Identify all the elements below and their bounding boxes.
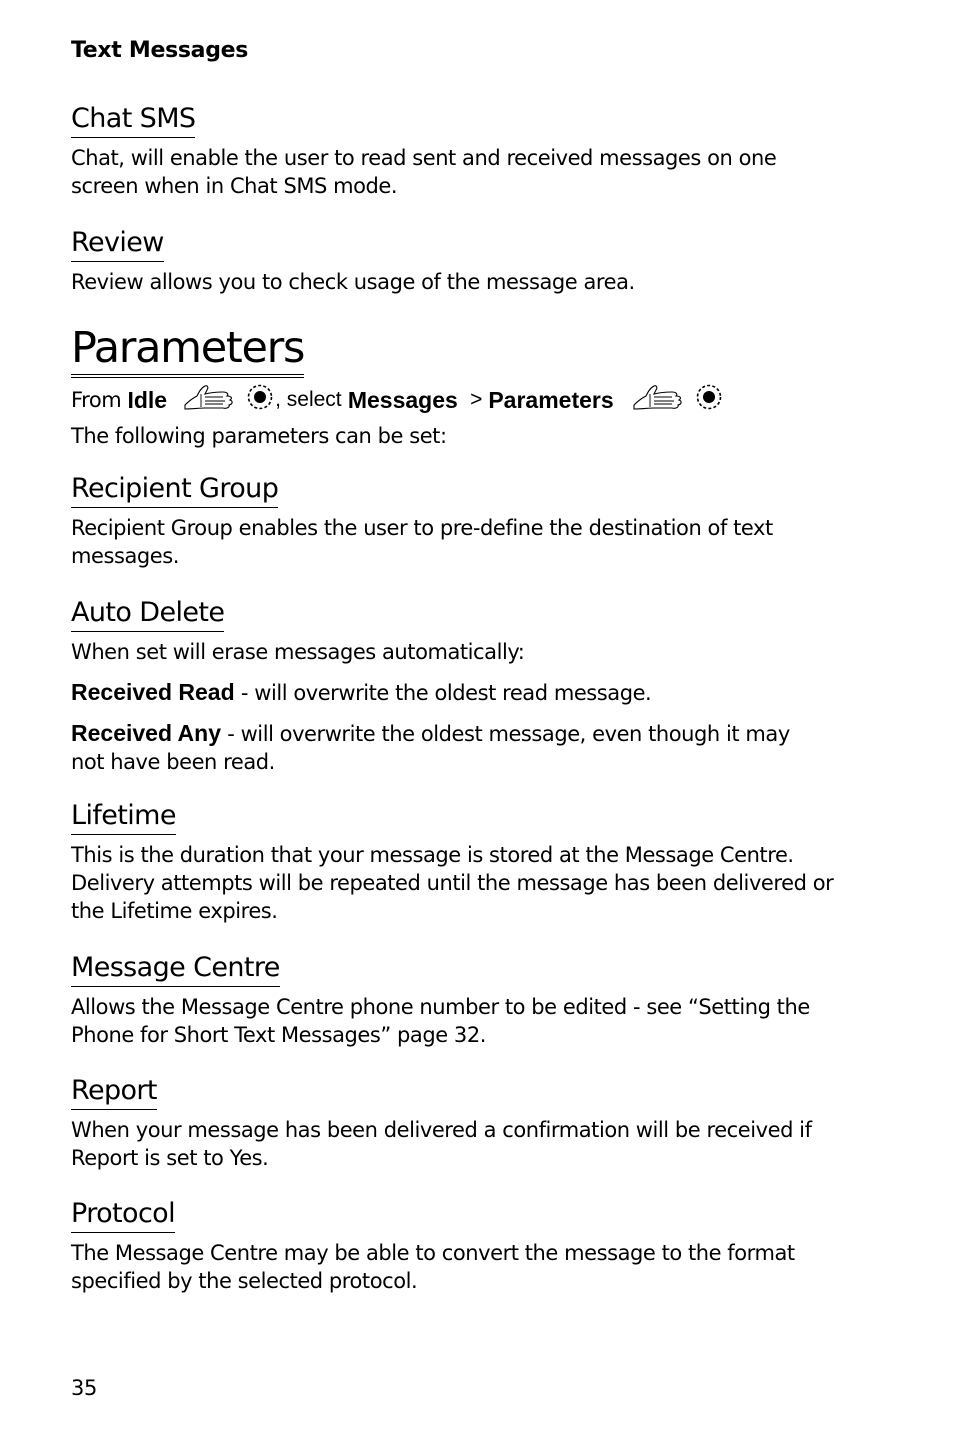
section-protocol	[71, 1197, 851, 1295]
nav-separator: >	[470, 388, 483, 411]
message-centre-body-line1: Allows the Message Centre phone number to be edited - see “Setting the	[71, 995, 810, 1019]
heading-parameters: Parameters	[71, 322, 304, 378]
report-body-line2: Report is set to Yes.	[71, 1146, 269, 1170]
navigation-path	[71, 384, 851, 416]
lifetime-body	[71, 841, 851, 925]
option-received-any-text-line1: - will overwrite the oldest message, even though it may	[221, 722, 790, 746]
recipient-group-body-line2: messages.	[71, 544, 179, 568]
option-received-any-text-line2: not have been read.	[71, 750, 275, 774]
protocol-body-line1: The Message Centre may be able to convert the message to the format	[71, 1241, 795, 1265]
lifetime-body-line1: This is the duration that your message is stored at the Message Centre.	[71, 843, 794, 867]
option-received-read-label: Received Read	[71, 679, 235, 705]
heading-review: Review	[71, 226, 164, 262]
section-parameters	[71, 322, 851, 450]
section-lifetime	[71, 799, 851, 925]
protocol-body	[71, 1239, 851, 1295]
auto-delete-body: When set will erase messages automatically:	[71, 640, 525, 664]
report-body-line1: When your message has been delivered a confirmation will be received if	[71, 1118, 812, 1142]
chat-sms-body	[71, 144, 851, 200]
hand-press-icon	[632, 383, 686, 418]
option-received-read-text: - will overwrite the oldest read message.	[234, 681, 652, 705]
lifetime-body-line3: the Lifetime expires.	[71, 899, 278, 923]
nav-select: , select	[275, 388, 342, 411]
nav-messages: Messages	[347, 387, 458, 413]
chat-sms-body-line1: Chat, will enable the user to read sent and received messages on one	[71, 146, 777, 170]
heading-message-centre: Message Centre	[71, 951, 280, 987]
auto-delete-option-read	[71, 678, 851, 707]
section-review	[71, 226, 851, 296]
lifetime-body-line2: Delivery attempts will be repeated until the message has been delivered or	[71, 871, 834, 895]
section-report	[71, 1074, 851, 1172]
hand-press-icon	[183, 383, 237, 418]
protocol-body-line2: specified by the selected protocol.	[71, 1269, 418, 1293]
heading-recipient-group: Recipient Group	[71, 472, 278, 508]
nav-from: From	[71, 388, 122, 412]
auto-delete-option-any	[71, 719, 851, 776]
select-key-icon	[694, 382, 724, 419]
review-body: Review allows you to check usage of the message area.	[71, 270, 635, 294]
section-recipient-group	[71, 472, 851, 570]
heading-report: Report	[71, 1074, 157, 1110]
message-centre-body	[71, 993, 851, 1049]
heading-chat-sms: Chat SMS	[71, 102, 195, 138]
nav-idle: Idle	[127, 387, 168, 413]
nav-parameters: Parameters	[488, 387, 614, 413]
message-centre-body-line2: Phone for Short Text Messages” page 32.	[71, 1023, 486, 1047]
heading-lifetime: Lifetime	[71, 799, 176, 835]
heading-protocol: Protocol	[71, 1197, 175, 1233]
section-chat-sms	[71, 102, 851, 200]
heading-auto-delete: Auto Delete	[71, 596, 224, 632]
option-received-any-label: Received Any	[71, 720, 221, 746]
page-number: 35	[71, 1376, 97, 1400]
recipient-group-body-line1: Recipient Group enables the user to pre-define the destination of text	[71, 516, 773, 540]
parameters-intro: The following parameters can be set:	[71, 424, 447, 448]
select-key-icon	[245, 382, 275, 419]
chat-sms-body-line2: screen when in Chat SMS mode.	[71, 174, 398, 198]
recipient-group-body	[71, 514, 851, 570]
section-message-centre	[71, 951, 851, 1049]
report-body	[71, 1116, 851, 1172]
section-auto-delete	[71, 596, 851, 776]
manual-page	[71, 0, 871, 1442]
running-header: Text Messages	[71, 38, 249, 63]
